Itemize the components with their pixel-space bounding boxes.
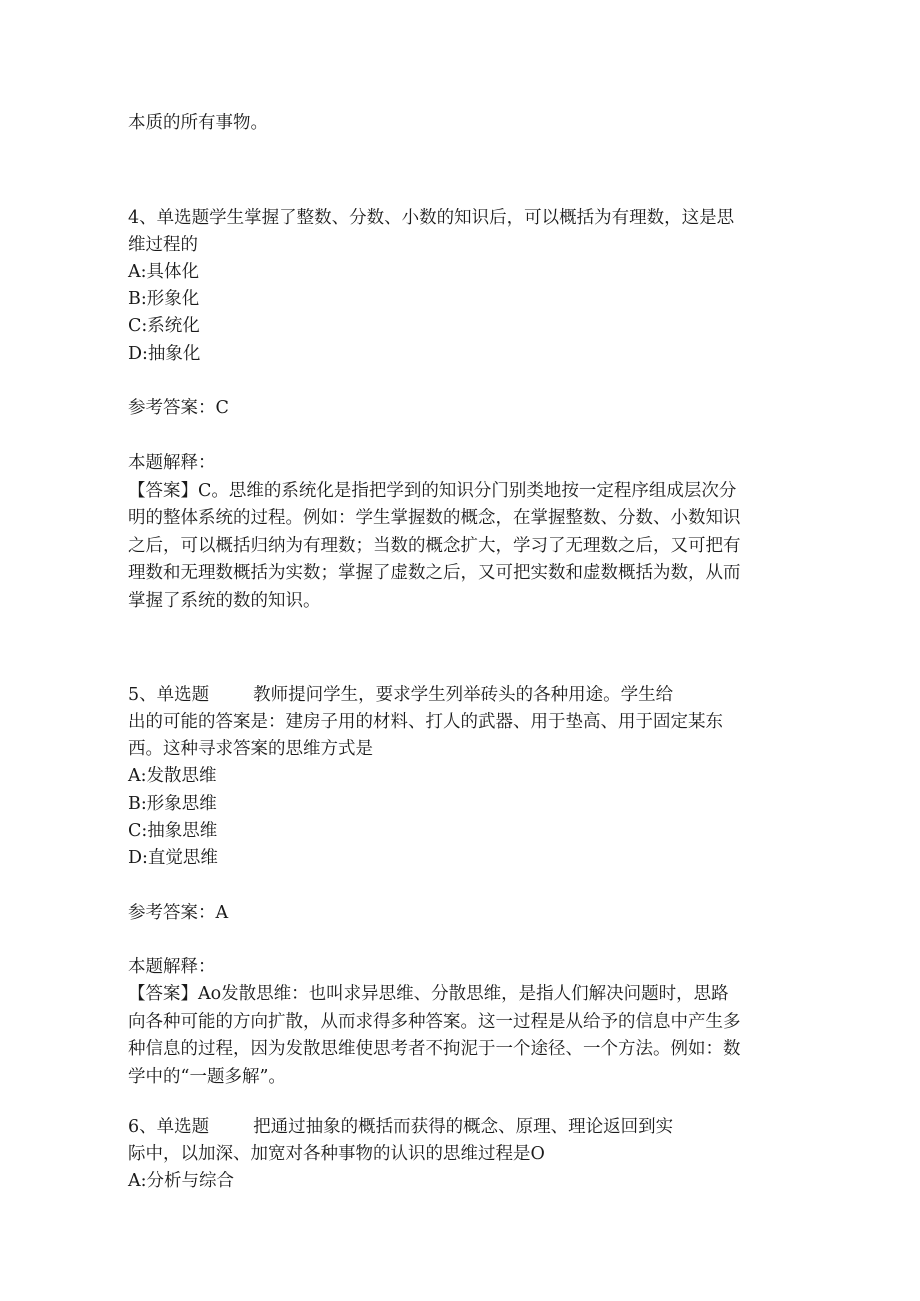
q5-explanation-line-2: 向各种可能的方向扩散，从而求得多种答案。这一过程是从给予的信息中产生多 <box>128 1012 741 1032</box>
q5-stem-line-1 <box>128 684 673 706</box>
q5-explanation-line-3: 种信息的过程，因为发散思维使思考者不拘泥于一个途径、一个方法。例如：数 <box>128 1039 741 1059</box>
q6-option-a: A:分析与综合 <box>128 1171 235 1191</box>
q4-option-b: B:形象化 <box>128 289 200 309</box>
q6-stem-text-1: 把通过抽象的概括而获得的概念、原理、理论返回到实 <box>253 1117 674 1137</box>
q4-stem-line-1: 4、单选题学生掌握了整数、分数、小数的知识后，可以概括为有理数，这是思 <box>128 208 735 228</box>
q5-explanation-title: 本题解释： <box>128 957 216 977</box>
q4-option-d: D:抽象化 <box>128 344 201 364</box>
q6-stem-line-1 <box>128 1116 673 1138</box>
intro-tail: 本质的所有事物。 <box>128 113 268 133</box>
q5-explanation-line-1: 【答案】Ao发散思维：也叫求异思维、分散思维，是指人们解决问题时，思路 <box>128 984 729 1004</box>
q5-answer: 参考答案：A <box>128 903 229 923</box>
q4-answer: 参考答案：C <box>128 398 229 418</box>
q6-label: 6、单选题 <box>128 1117 210 1137</box>
q5-stem-line-2: 出的可能的答案是：建房子用的材料、打人的武器、用于垫高、用于固定某东 <box>128 712 723 732</box>
q5-option-d: D:直觉思维 <box>128 848 218 868</box>
q5-stem-line-3: 西。这种寻求答案的思维方式是 <box>128 739 373 759</box>
q4-explanation-title: 本题解释： <box>128 453 216 473</box>
q5-option-c: C:抽象思维 <box>128 821 218 841</box>
q6-stem-line-2: 际中，以加深、加宽对各种事物的认识的思维过程是O <box>128 1144 545 1164</box>
q4-explanation-line-4: 理数和无理数概括为实数；掌握了虚数之后，又可把实数和虚数概括为数，从而 <box>128 563 741 583</box>
q5-stem-text-1: 教师提问学生，要求学生列举砖头的各种用途。学生给 <box>253 685 674 705</box>
q5-explanation-line-4: 学中的“一题多解”。 <box>128 1067 286 1087</box>
q5-option-a: A:发散思维 <box>128 766 217 786</box>
q4-explanation-line-1: 【答案】C。思维的系统化是指把学到的知识分门别类地按一定程序组成层次分 <box>128 481 737 501</box>
q4-explanation-line-3: 之后，可以概括归纳为有理数；当数的概念扩大，学习了无理数之后，又可把有 <box>128 536 741 556</box>
q4-explanation-line-5: 掌握了系统的数的知识。 <box>128 591 321 611</box>
q4-option-c: C:系统化 <box>128 316 200 336</box>
q4-stem-line-2: 维过程的 <box>128 235 198 255</box>
q5-option-b: B:形象思维 <box>128 794 217 814</box>
q4-explanation-line-2: 明的整体系统的过程。例如：学生掌握数的概念，在掌握整数、分数、小数知识 <box>128 508 741 528</box>
q4-option-a: A:具体化 <box>128 262 200 282</box>
q5-label: 5、单选题 <box>128 685 210 705</box>
